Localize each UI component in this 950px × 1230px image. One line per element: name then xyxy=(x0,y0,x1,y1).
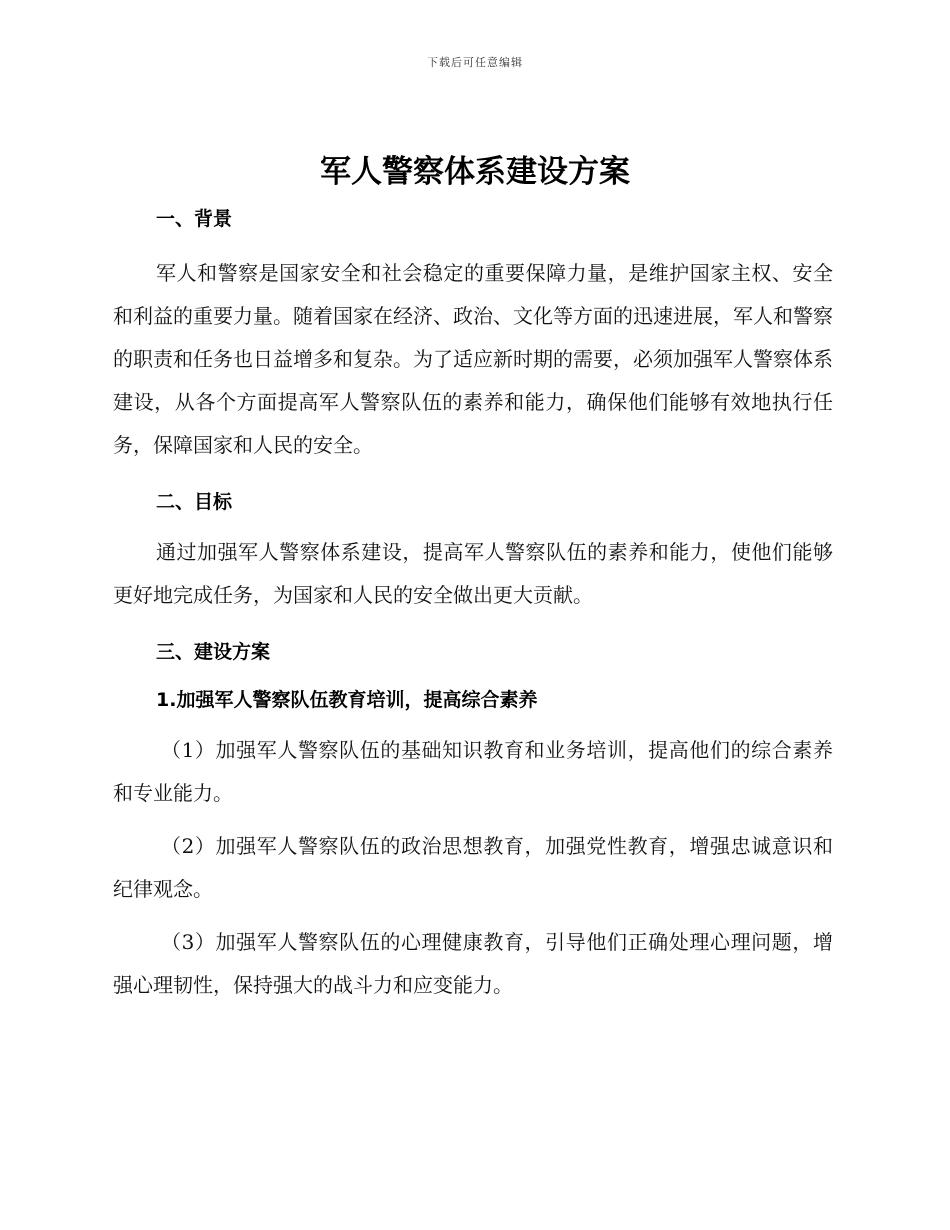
plan-item-1: （1）加强军人警察队伍的基础知识教育和业务培训，提高他们的综合素养和专业能力。 xyxy=(113,738,833,805)
page-header-note: 下载后可任意编辑 xyxy=(427,56,523,69)
plan-item-2: （2）加强军人警察队伍的政治思想教育，加强党性教育，增强忠诚意识和纪律观念。 xyxy=(113,834,833,901)
section-heading-plan: 三、建设方案 xyxy=(156,641,271,663)
document-title: 军人警察体系建设方案 xyxy=(320,154,630,190)
plan-item-3: （3）加强军人警察队伍的心理健康教育，引导他们正确处理心理问题，增强心理韧性，保持强大的战斗力和应变能力。 xyxy=(113,930,833,997)
plan-subheading-1: 1.加强军人警察队伍教育培训，提高综合素养 xyxy=(156,689,538,711)
section-heading-background: 一、背景 xyxy=(156,208,233,230)
section-heading-goal: 二、目标 xyxy=(156,491,233,513)
goal-paragraph: 通过加强军人警察体系建设，提高军人警察队伍的素养和能力，使他们能够更好地完成任务，为国家和人民的安全做出更大贡献。 xyxy=(113,540,833,607)
document-body xyxy=(113,200,833,1007)
background-paragraph: 军人和警察是国家安全和社会稳定的重要保障力量，是维护国家主权、安全和利益的重要力量。随着国家在经济、政治、文化等方面的迅速进展，军人和警察的职责和任务也日益增多和复杂。为了适应新时期的需要，必须加强军人警察体系建设，从各个方面提高军人警察队伍的素养和能力，确保他们能够有效地执行任务，保障国家和人民的安全。 xyxy=(113,261,833,457)
